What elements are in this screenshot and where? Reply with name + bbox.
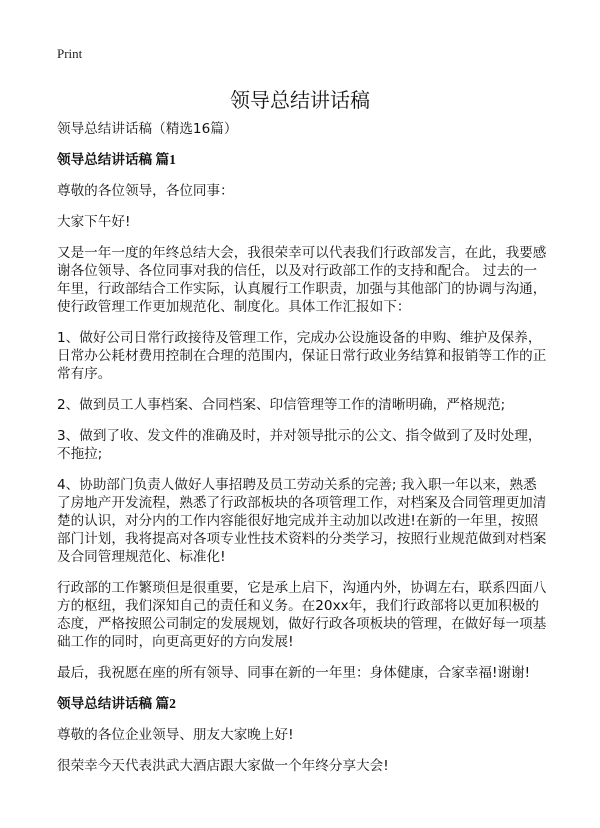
- print-link[interactable]: Print: [57, 46, 83, 61]
- paragraph: 大家下午好!: [57, 214, 131, 230]
- paragraph: 3、做到了收、发文件的准确及时，并对领导批示的公文、指令做到了及时处理，不拖拉;: [57, 428, 542, 462]
- paragraph: 2、做到员工人事档案、合同档案、印信管理等工作的清晰明确，严格规范;: [57, 397, 506, 413]
- paragraph: 1、做好公司日常行政接待及管理工作，完成办公设施设备的申购、维护及保养，日常办公耗材费用控制在合理的范围内，保证日常行政业务结算和报销等工作的正常有序。: [57, 330, 547, 382]
- paragraph: 又是一年一度的年终总结大会，我很荣幸可以代表我们行政部发言，在此，我要感谢各位领导、各位同事对我的信任，以及对行政部工作的支持和配合。 过去的一年里，行政部结合工作实际，认真履行工作职责，加强与其他部门的协调与沟通，使行政管理工作更加规范化、制度化。具体工作汇报如下：: [57, 245, 547, 315]
- section-heading: 领导总结讲话稿 篇2: [57, 696, 176, 711]
- paragraph: 尊敬的各位企业领导、朋友大家晚上好!: [57, 727, 294, 743]
- paragraph: 行政部的工作繁琐但是很重要，它是承上启下，沟通内外，协调左右，联系四面八方的枢纽，我们深知自己的责任和义务。在20xx年，我们行政部将以更加积极的态度，严格按照公司制定的发展规划，做好行政各项板块的管理，在做好每一项基础工作的同时，向更高更好的方向发展!: [57, 580, 547, 650]
- paragraph: 最后，我祝愿在座的所有领导、同事在新的一年里：身体健康，合家幸福!谢谢!: [57, 665, 531, 681]
- document-body: [57, 120, 549, 788]
- paragraph: 很荣幸今天代表洪武大酒店跟大家做一个年终分享大会!: [57, 758, 389, 774]
- subtitle: 领导总结讲话稿（精选16篇）: [57, 121, 238, 137]
- paragraph: 尊敬的各位领导，各位同事：: [57, 183, 234, 199]
- paragraph: 4、协助部门负责人做好人事招聘及员工劳动关系的完善; 我入职一年以来，熟悉了房地产开发流程，熟悉了行政部板块的各项管理工作，对档案及合同管理更加清楚的认识，对分内的工作内容能很好地完成并主动加以改进!在新的一年里，按照部门计划，我将提高对各项专业性技术资料的分类学习，按照行业规范做到对档案及合同管理规范化、标准化!: [57, 477, 547, 565]
- section-heading: 领导总结讲话稿 篇1: [57, 152, 176, 167]
- document-title: 领导总结讲话稿: [230, 88, 370, 112]
